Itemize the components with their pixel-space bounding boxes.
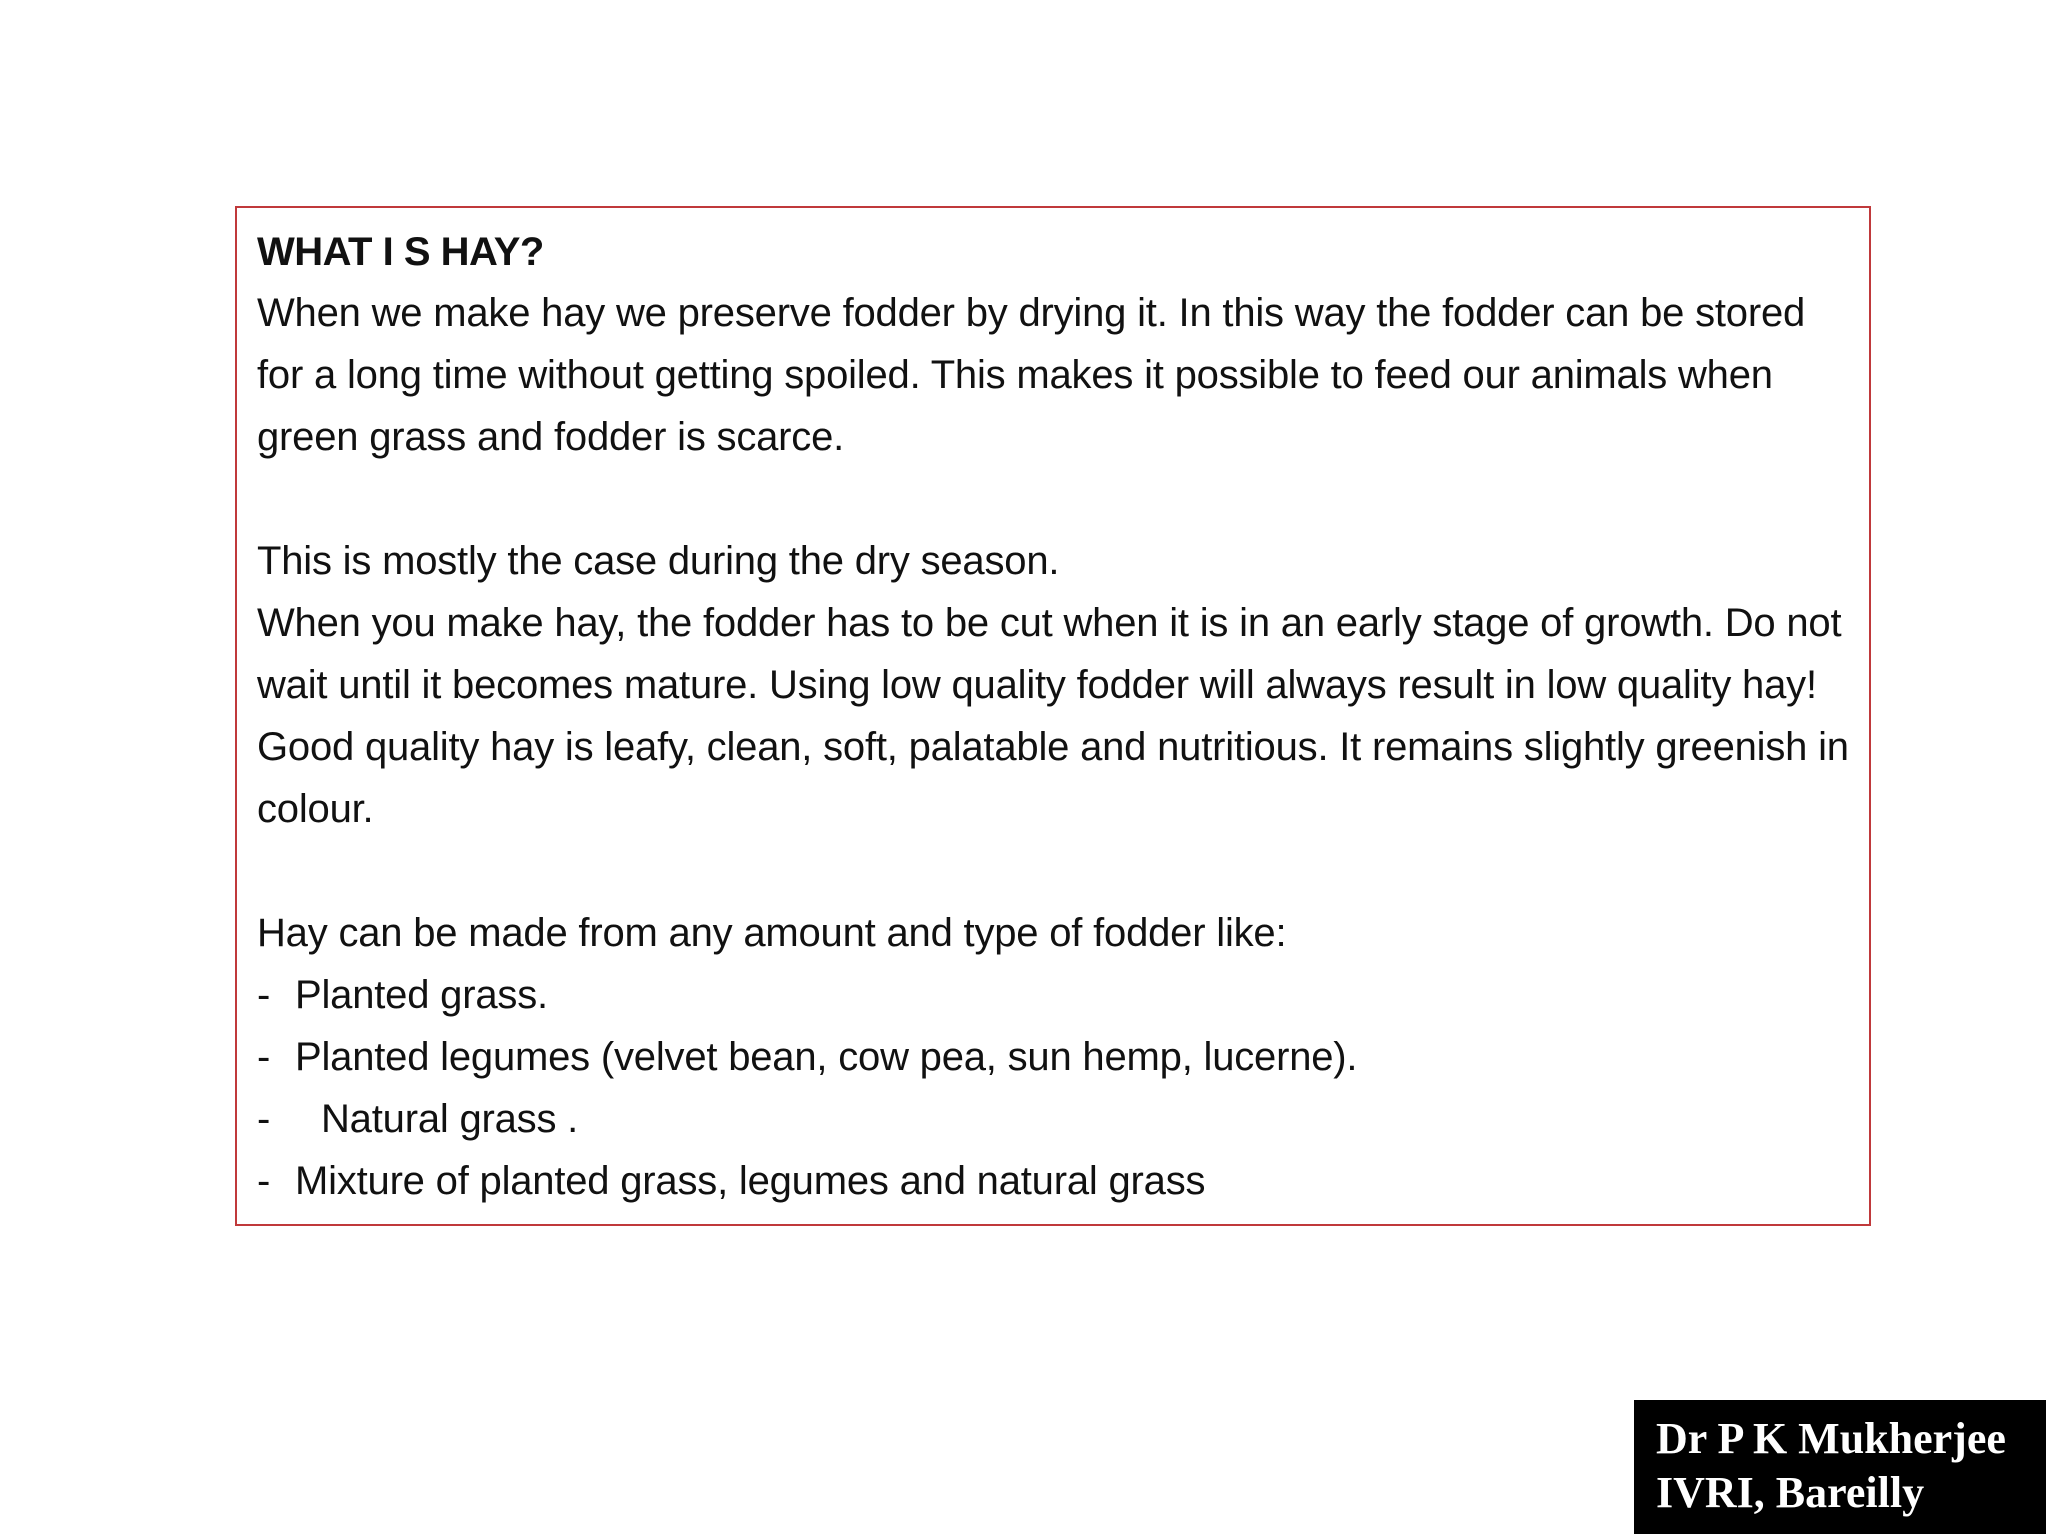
list-item-text: Mixture of planted grass, legumes and natural grass <box>295 1159 1206 1203</box>
list-item-text: Planted legumes (velvet bean, cow pea, sun hemp, lucerne). <box>295 1035 1358 1079</box>
paragraph-dry-season: This is mostly the case during the dry season. <box>257 539 1060 583</box>
slide-heading: WHAT I S HAY? <box>257 230 544 274</box>
list-item <box>257 1150 1849 1212</box>
paragraph-list-intro: Hay can be made from any amount and type of fodder like: <box>257 911 1287 955</box>
author-name: Dr P K Mukherjee <box>1656 1414 2006 1463</box>
paragraph-spacer <box>257 840 1849 902</box>
list-item-text: Planted grass. <box>295 973 548 1017</box>
content-box <box>235 206 1871 1226</box>
author-institution: IVRI, Bareilly <box>1656 1468 1925 1517</box>
list-marker: - <box>257 1097 271 1141</box>
list-item-text: Natural grass . <box>321 1097 579 1141</box>
list-item <box>257 1088 1849 1150</box>
author-credit-badge <box>1634 1400 2046 1534</box>
list-marker: - <box>257 1159 271 1203</box>
list-item <box>257 1026 1849 1088</box>
fodder-type-list <box>257 964 1849 1212</box>
list-item <box>257 964 1849 1026</box>
list-marker: - <box>257 1035 271 1079</box>
paragraph-intro: When we make hay we preserve fodder by drying it. In this way the fodder can be stored for a long time without getting spoiled. This makes it possible to feed our animals when green grass and fodder is scarce. <box>257 291 1806 459</box>
paragraph-cutting: When you make hay, the fodder has to be cut when it is in an early stage of growth. Do not wait until it becomes mature. Using low quality fodder will always result in low quality hay! Good quality hay is leafy, clean, soft, palatable and nutritious. It remains slightly greenish in colour. <box>257 601 1849 831</box>
paragraph-spacer <box>257 468 1849 530</box>
list-marker: - <box>257 973 271 1017</box>
